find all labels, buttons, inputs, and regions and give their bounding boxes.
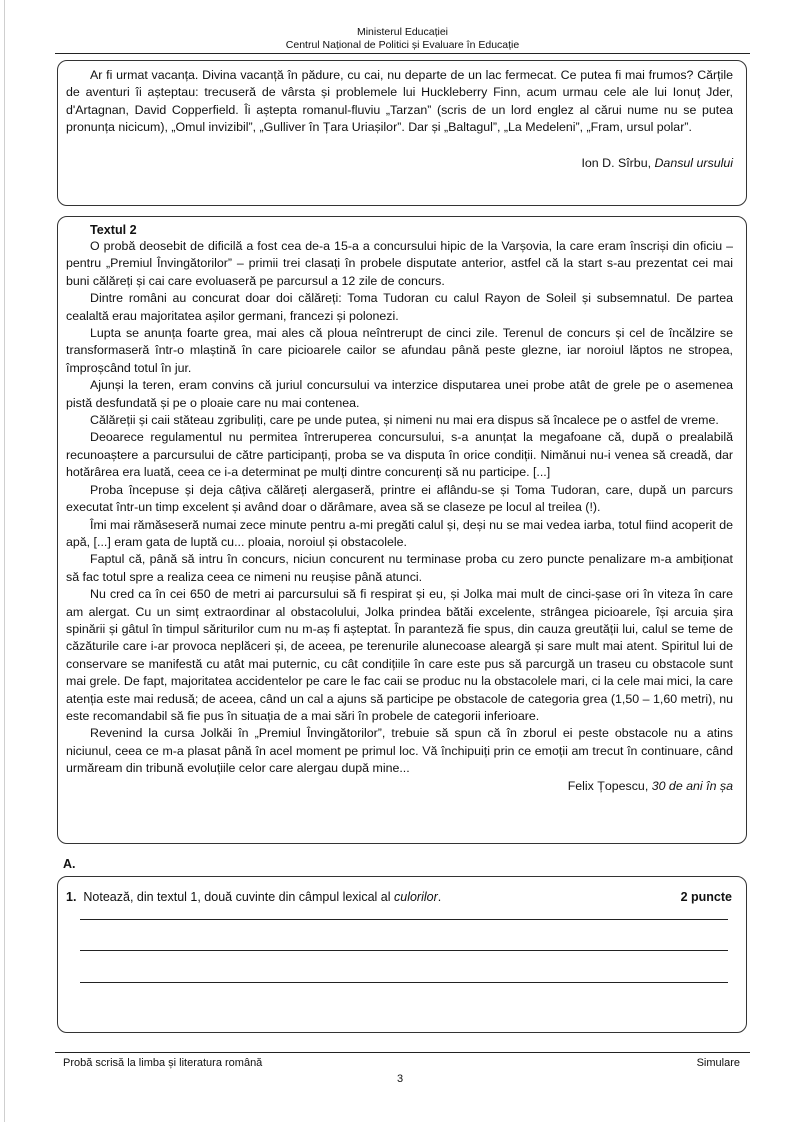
question-1-text-before: Notează, din textul 1, două cuvinte din câmpul lexical al: [83, 890, 394, 904]
question-1-text-italic: culorilor: [394, 890, 438, 904]
section-a-label: A.: [63, 857, 76, 871]
text1-source: [66, 155, 733, 172]
question-1-text: [66, 889, 441, 905]
text2-paragraph: Dintre români au concurat doar doi călăreți: Toma Tudoran cu calul Rayon de Soleil și subsemnatul. De partea cealaltă erau majoritatea așilor germani, francezi și polonezi.: [66, 291, 733, 323]
question-1-points: 2 puncte: [680, 890, 732, 904]
text2-paragraph: Proba începuse și deja câțiva călăreți alergaseră, printre ei aflându-se și Toma Tudoran, care, după un parcurs executat într-un timp excelent și având doar o dărâmare, avea să se claseze pe locul al treilea (!).: [66, 482, 733, 515]
question-1: [66, 889, 732, 905]
text2-paragraph: Deoarece regulamentul nu permitea întreruperea concursului, s-a anunțat la megafoane că, după o prealabilă recunoaștere a parcursului de către participanți, proba se va disputa în orice condiții. Nimănui nu-i venea să creadă, dar hotărârea era luată, ceea ce i-a determinat pe mulți dintre concurenți să nu participe. [...]: [66, 430, 733, 480]
spacer: [66, 137, 733, 155]
answer-line[interactable]: [80, 982, 728, 983]
text2-paragraph: Lupta se anunța foarte grea, mai ales că ploua neîntrerupt de cinci zile. Terenul de concurs și cel de încălzire se transformaseră într-o mlaștină în care picioarele cailor se afundau până peste glezne, iar noroiul lăptos ne stropea, împroșcând totul în jur.: [66, 326, 733, 375]
footer-session: Simulare: [696, 1057, 740, 1069]
header-ministry: Ministerul Educației: [356, 26, 449, 38]
text1-author: Ion D. Sîrbu,: [581, 155, 655, 170]
question-1-text-after: .: [437, 890, 442, 904]
text1-paragraph: Ar fi urmat vacanța. Divina vacanță în pădure, cu cai, nu departe de un lac fermecat. Ce putea fi mai frumos? Cărțile de aventuri îi așteptau: trecuseră de vârsta și problemele lui Huckleberry Finn, acum urmau cele ale lui Ionuț Jder, d'Artagnan, David Copperfield. Îi aștepta romanul-fluviu „Tarzan” (scris de un lord englez al cărui nume nu se putea pronunța nicicum), „Omul invizibil”, „Gulliver în Țara Uriașilor”. Dar și „Baltagul”, „La Medeleni”, „Fram, ursul polar”.: [66, 68, 733, 135]
text2-box: [57, 216, 747, 844]
header-rule: [55, 53, 750, 54]
text2-paragraph: O probă deosebit de dificilă a fost cea de-a 15-a a concursului hipic de la Varșovia, la care eram înscriși din oficiu – pentru „Premiul Învingătorilor” – primii trei clasați în probele disputate anterior, astfel că la start s-au prezentat cei mai buni călăreți și cai care evoluaseră pe parcursul a 12 zile de concurs.: [66, 239, 733, 288]
text2-paragraph: Nu cred ca în cei 650 de metri ai parcursului să fi respirat și eu, și Jolka mai mult de cinci-șase ori în viteza în care am alergat. Cu un simț extraordinar al obstacolului, Jolka prindea bătăi excelente, strângea picioarele, își arcuia șira spinării și gâtul în timpul săriturilor cum nu m-aș fi așteptat. În paranteză fie spus, din cauza greutății lui, calul se teme de căzăturile care i-ar provoca neplăceri și, de aceea, pe terenurile alunecoase aleargă și sare mult mai atent. Spiritul lui de conservare se manifestă cu atât mai puternic, cu cât condițiile în care este pus să parcurgă un traseu cu obstacole sunt mai grele. De fapt, majoritatea accidentelor pe care le fac caii se produc nu la obstacolele mari, ci la cele mai mici, la care atenția este mai redusă; de aceea, când un cal a ajuns să participe pe obstacole de categoria grea (1,50 – 1,60 metri), nu este recomandabil să fie pus în situația de a mai sări în probele de categorii inferioare.: [66, 587, 733, 723]
footer-rule: [55, 1052, 750, 1053]
text2-paragraph: Faptul că, până să intru în concurs, niciun concurent nu terminase proba cu zero puncte penalizare m-a ambiționat să fac totul spre a realiza ceea ce nimeni nu reușise până atunci.: [66, 552, 733, 584]
text2-source: [66, 778, 733, 795]
text2-paragraph: Revenind la cursa Jolkăi în „Premiul Învingătorilor”, trebuie să spun că în zborul ei peste obstacole nu a atins niciunul, ceea ce m-a plasat până în acel moment pe primul loc. Vă închipuiți prin ce emoții am trecut în continuare, când urmăream din tribună evoluțiile celor care alergau după mine...: [66, 726, 733, 776]
text1-work: Dansul ursului: [654, 155, 733, 170]
text2-paragraph: Îmi mai rămăseseră numai zece minute pentru a-mi pregăti calul și, deși nu se mai vedea iarba, totul fiind acoperit de apă, [...] eram gata de luptă cu... ploaia, noroiul și obstacolele.: [66, 517, 733, 549]
text2-paragraph: Călăreții și caii stăteau zgribuliți, care pe unde putea, și nimeni nu mai era dispus să încalece pe o astfel de vreme.: [90, 413, 719, 428]
text2-paragraph: Ajunși la teren, eram convins că juriul concursului va interzice disputarea unei probe atât de grele pe o asemenea pistă desfundată și pe o ploaie care nu mai contenea.: [66, 378, 733, 410]
text2-author: Felix Țopescu,: [567, 778, 652, 793]
text1-box: [57, 60, 747, 206]
page-number: 3: [396, 1073, 404, 1085]
page-header: [55, 26, 750, 52]
question-box: [57, 876, 747, 1033]
text2-work: 30 de ani în șa: [651, 778, 733, 793]
header-center: Centrul Național de Politici și Evaluare în Educație: [285, 39, 520, 51]
page-edge: [4, 0, 5, 1122]
text2-title: Textul 2: [90, 223, 137, 237]
question-1-number: 1.: [66, 890, 77, 904]
footer-exam-title: Probă scrisă la limba și literatura română: [63, 1057, 263, 1069]
